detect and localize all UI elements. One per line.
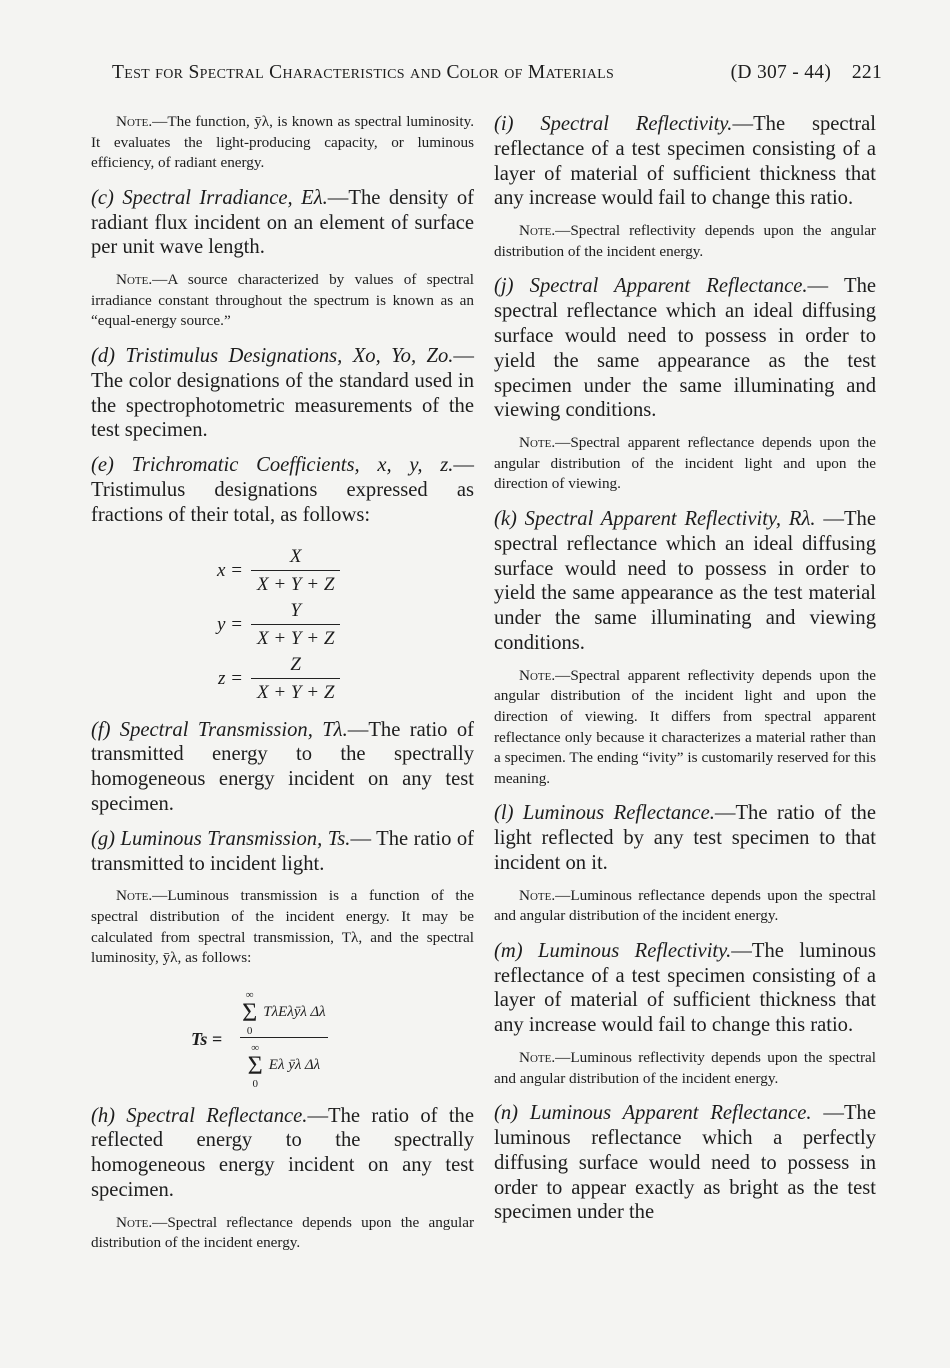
definition-m: (m) Luminous Reflectivity.—The luminous reflectance of a test specimen consisting of a layer of material of sufficient thickness that any increase would fail to change this ratio. bbox=[494, 939, 876, 1037]
definition-n: (n) Luminous Apparent Reflectance. —The luminous reflectance which a perfectly diffusing surface would need to possess in order to appear exactly as bright as the test specimen under the bbox=[494, 1102, 876, 1224]
definition-l: (l) Luminous Reflectance.—The ratio of the light reflected by any test specimen to that incident on it. bbox=[494, 802, 876, 874]
left-column bbox=[91, 112, 474, 1266]
definition-c: (c) Spectral Irradiance, Eλ.—The density of radiant flux incident on an element of surface per unit wave length. bbox=[91, 186, 474, 259]
definition-i: (i) Spectral Reflectivity.—The spectral reflectance of a test specimen consisting of a layer of material of sufficient thickness that any increase would fail to change this ratio. bbox=[494, 113, 876, 210]
definition-f: (f) Spectral Transmission, Tλ.—The ratio of transmitted energy to the spectrally homogeneous energy incident on any test specimen. bbox=[91, 718, 474, 815]
page-title: Test for Spectral Characteristics and Color of Materials bbox=[112, 62, 615, 83]
note-spectral-luminosity: Note.—The function, ȳλ, is known as spectral luminosity. It evaluates the light-producing capacity, or luminous efficiency, of radiant energy. bbox=[91, 113, 474, 172]
note-apparent-reflectivity: Note.—Spectral apparent reflectivity depends upon the angular distribution of the incident light and upon the direction of viewing. It differs from spectral apparent reflectance only because it characterizes a material rather than a specimen. The ending “ivity” is customarily reserved for this meaning. bbox=[494, 666, 876, 787]
note-luminous-reflectivity: Note.—Luminous reflectivity depends upon the spectral and angular distribution of the incident energy. bbox=[494, 1049, 876, 1087]
page-number: 221 bbox=[851, 62, 882, 83]
note-spectral-reflectivity: Note.—Spectral reflectivity depends upon the angular distribution of the incident energy. bbox=[494, 222, 876, 260]
note-apparent-reflectance: Note.—Spectral apparent reflectance depends upon the angular distribution of the incident light and upon the direction of viewing. bbox=[494, 434, 876, 493]
definition-h: (h) Spectral Reflectance.—The ratio of the reflected energy to the spectrally homogeneous energy incident on any test specimen. bbox=[91, 1104, 474, 1202]
note-luminous-reflectance: Note.—Luminous reflectance depends upon the spectral and angular distribution of the incident energy. bbox=[494, 886, 876, 925]
running-header bbox=[112, 62, 882, 84]
equation-x: x = $\frac{X}{X + Y + Z}$ bbox=[209, 546, 474, 596]
note-equal-energy: Note.—A source characterized by values of spectral irradiance constant throughout the spectrum is known as an “equal-energy source.” bbox=[91, 271, 474, 330]
designation-and-page bbox=[731, 62, 882, 84]
definition-k: (k) Spectral Apparent Reflectivity, Rλ. —The spectral reflectance which an ideal diffusing surface would need to possess in order to yield the same appearance as the test material under the same illuminating and viewing conditions. bbox=[494, 507, 876, 654]
note-luminous-transmission: Note.—Luminous transmission is a function of the spectral distribution of the incident energy. It may be calculated from spectral transmission, Tλ, and the spectral luminosity, ȳλ, as follows: bbox=[91, 887, 474, 967]
standard-designation: (D 307 - 44) bbox=[730, 62, 832, 83]
right-column bbox=[494, 112, 876, 1235]
definition-e: (e) Trichromatic Coefficients, x, y, z.— Tristimulus designations expressed as fractions of their total, as follows: bbox=[91, 454, 474, 526]
definition-d: (d) Tristimulus Designations, Xo, Yo, Zo.—The color designations of the standard used in the spectrophotometric measurements of the test specimen. bbox=[91, 344, 474, 442]
equation-y: y = $\frac{Y}{X + Y + Z}$ bbox=[209, 600, 474, 650]
equation-z: z = $\frac{Z}{X + Y + Z}$ bbox=[209, 654, 474, 704]
note-spectral-reflectance: Note.—Spectral reflectance depends upon the angular distribution of the incident energy. bbox=[91, 1213, 474, 1252]
summation-sign: ∞ Σ 0 bbox=[242, 988, 258, 1037]
trichromatic-equations bbox=[91, 546, 474, 704]
summation-sign: ∞ Σ 0 bbox=[247, 1041, 263, 1090]
equation-luminous-transmission: Ts = ∞ Σ 0 TλEλȳλ Δλ ∞ Σ 0 Eλ ȳλ Δλ bbox=[191, 989, 474, 1090]
definition-j: (j) Spectral Apparent Reflectance.— The spectral reflectance which an ideal diffusing surface would need to possess in order to yield the same appearance as the test specimen under the same illuminating and viewing conditions. bbox=[494, 275, 877, 422]
definition-g: (g) Luminous Transmission, Ts.— The ratio of transmitted to incident light. bbox=[91, 827, 474, 875]
